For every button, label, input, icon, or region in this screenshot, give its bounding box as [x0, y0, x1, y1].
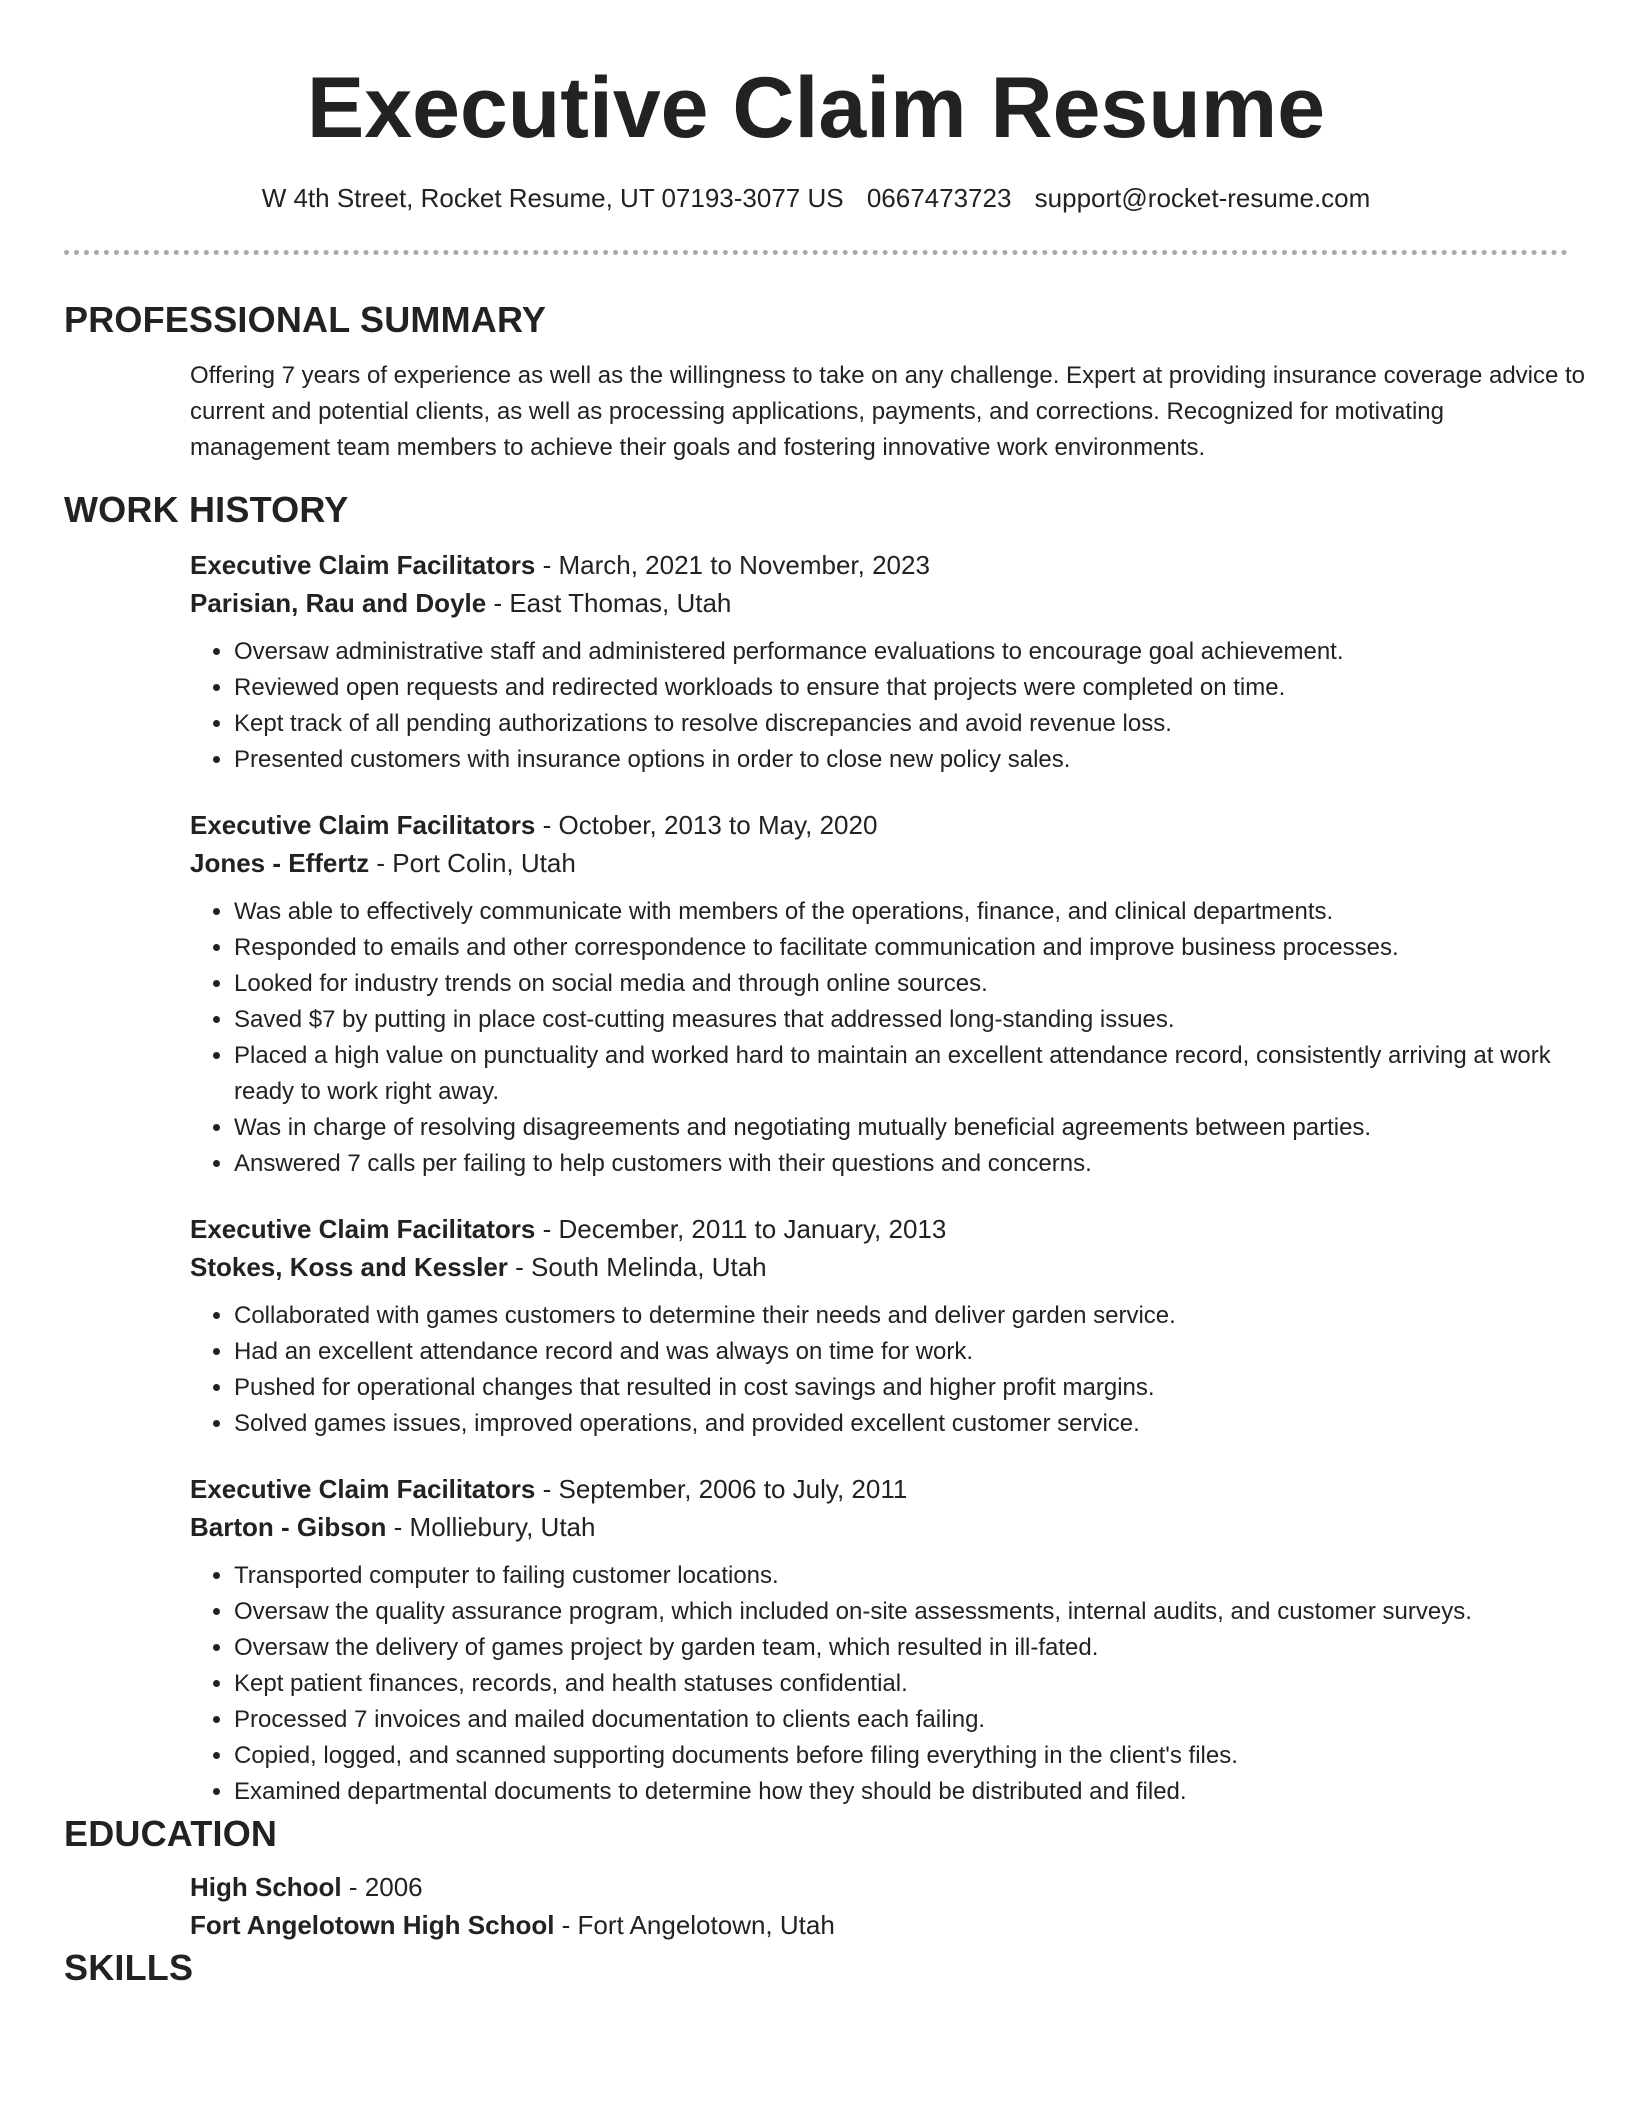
contact-email: support@rocket-resume.com	[1034, 183, 1371, 213]
job-title-line	[190, 1210, 1568, 1248]
job-title-line	[190, 1470, 1568, 1508]
job-company-line	[190, 1508, 1568, 1546]
job-company-line	[190, 1248, 1568, 1286]
job-entry	[190, 546, 1568, 778]
contact-phone: 0667473723	[866, 183, 1012, 213]
job-title-line	[190, 546, 1568, 584]
list-item: • Oversaw administrative staff and administered performance evaluations to encourage goal achievement.	[234, 634, 1594, 670]
list-item: • Processed 7 invoices and mailed documentation to clients each failing.	[234, 1702, 1594, 1738]
resume-title: Executive Claim Resume	[306, 60, 1326, 156]
job-location: - Molliebury, Utah	[386, 1512, 596, 1542]
list-item: • Looked for industry trends on social media and through online sources.	[234, 966, 1594, 1002]
list-item: • Copied, logged, and scanned supporting documents before filing everything in the client's files.	[234, 1738, 1594, 1774]
job-dates: - September, 2006 to July, 2011	[535, 1474, 908, 1504]
job-dates: - December, 2011 to January, 2013	[535, 1214, 947, 1244]
job-company: Stokes, Koss and Kessler	[190, 1252, 508, 1282]
list-item: • Oversaw the quality assurance program, which included on-site assessments, internal audits, and customer surveys.	[234, 1594, 1594, 1630]
list-item: • Transported computer to failing customer locations.	[234, 1558, 1594, 1594]
job-bullets	[190, 894, 1594, 1182]
contact-line	[0, 180, 1632, 216]
education-school: Fort Angelotown High School	[190, 1910, 555, 1940]
job-location: - South Melinda, Utah	[507, 1252, 767, 1282]
list-item: • Had an excellent attendance record and was always on time for work.	[234, 1334, 1594, 1370]
job-bullets	[190, 1558, 1594, 1810]
job-role: Executive Claim Facilitators	[190, 810, 536, 840]
contact-address: W 4th Street, Rocket Resume, UT 07193-3077 US	[261, 183, 844, 213]
list-item: • Kept patient finances, records, and health statuses confidential.	[234, 1666, 1594, 1702]
education-body	[190, 1868, 1568, 1944]
list-item: • Pushed for operational changes that resulted in cost savings and higher profit margins.	[234, 1370, 1594, 1406]
job-entry	[190, 1210, 1568, 1442]
education-degree: High School	[190, 1872, 342, 1902]
summary-heading: PROFESSIONAL SUMMARY	[64, 299, 547, 340]
education-heading: EDUCATION	[64, 1813, 278, 1854]
job-role: Executive Claim Facilitators	[190, 1214, 536, 1244]
list-item: • Was able to effectively communicate with members of the operations, finance, and clinical departments.	[234, 894, 1594, 930]
job-bullets	[190, 634, 1594, 778]
job-company: Barton - Gibson	[190, 1512, 387, 1542]
list-item: • Examined departmental documents to determine how they should be distributed and filed.	[234, 1774, 1594, 1810]
job-company: Jones - Effertz	[190, 848, 370, 878]
job-title-line	[190, 806, 1568, 844]
skills-heading: SKILLS	[64, 1947, 194, 1988]
education-year: - 2006	[341, 1872, 423, 1902]
header-divider	[64, 250, 1568, 255]
job-company: Parisian, Rau and Doyle	[190, 588, 487, 618]
list-item: • Placed a high value on punctuality and worked hard to maintain an excellent attendance record, consistently arriving at work ready to work right away.	[234, 1038, 1594, 1110]
work-history-body	[190, 546, 1568, 1810]
list-item: • Presented customers with insurance options in order to close new policy sales.	[234, 742, 1594, 778]
list-item: • Oversaw the delivery of games project by garden team, which resulted in ill-fated.	[234, 1630, 1594, 1666]
job-dates: - October, 2013 to May, 2020	[535, 810, 878, 840]
job-entry	[190, 1470, 1568, 1810]
list-item: • Reviewed open requests and redirected workloads to ensure that projects were completed on time.	[234, 670, 1594, 706]
job-role: Executive Claim Facilitators	[190, 550, 536, 580]
job-role: Executive Claim Facilitators	[190, 1474, 536, 1504]
work-history-heading: WORK HISTORY	[64, 489, 349, 530]
list-item: • Kept track of all pending authorizations to resolve discrepancies and avoid revenue loss.	[234, 706, 1594, 742]
job-company-line	[190, 844, 1568, 882]
list-item: • Collaborated with games customers to determine their needs and deliver garden service.	[234, 1298, 1594, 1334]
list-item: • Solved games issues, improved operations, and provided excellent customer service.	[234, 1406, 1594, 1442]
list-item: • Was in charge of resolving disagreements and negotiating mutually beneficial agreements between parties.	[234, 1110, 1594, 1146]
education-degree-line	[190, 1868, 1568, 1906]
job-dates: - March, 2021 to November, 2023	[535, 550, 930, 580]
list-item: • Answered 7 calls per failing to help customers with their questions and concerns.	[234, 1146, 1594, 1182]
job-entry	[190, 806, 1568, 1182]
list-item: • Saved $7 by putting in place cost-cutting measures that addressed long-standing issues.	[234, 1002, 1594, 1038]
resume-content	[64, 296, 1586, 1992]
summary-body	[190, 358, 1586, 466]
education-location: - Fort Angelotown, Utah	[554, 1910, 835, 1940]
job-location: - Port Colin, Utah	[369, 848, 576, 878]
job-location: - East Thomas, Utah	[486, 588, 732, 618]
job-bullets	[190, 1298, 1594, 1442]
education-school-line	[190, 1906, 1568, 1944]
list-item: • Responded to emails and other correspondence to facilitate communication and improve business processes.	[234, 930, 1594, 966]
summary-text: Offering 7 years of experience as well as the willingness to take on any challenge. Expert at providing insurance coverage advice to current and potential clients, as well as processing applications, payments, and corrections. Recognized for motivating management team members to achieve their goals and fostering innovative work environments.	[190, 362, 1586, 461]
job-company-line	[190, 584, 1568, 622]
